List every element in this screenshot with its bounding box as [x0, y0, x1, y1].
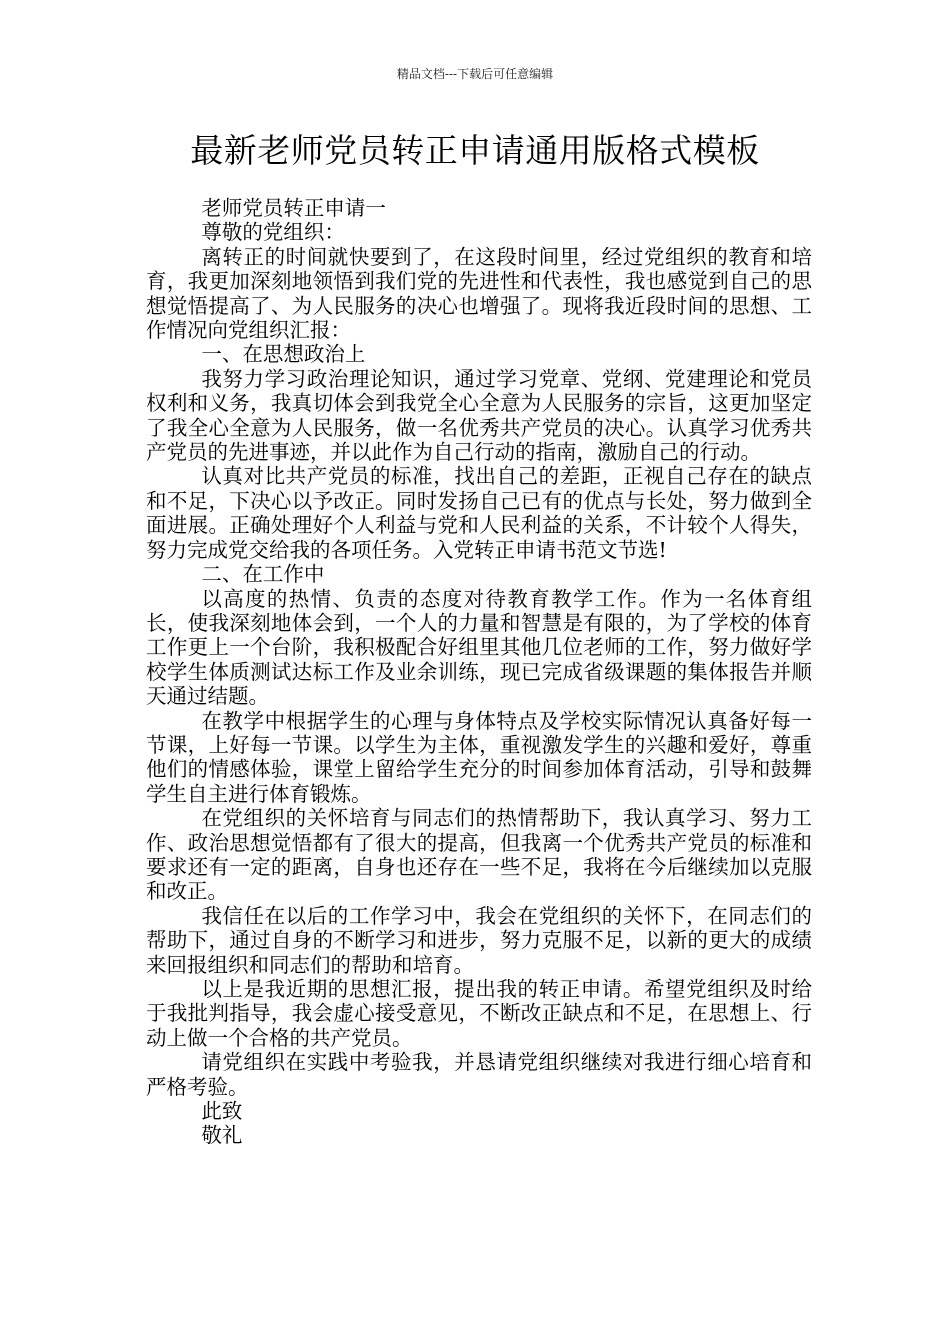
section-heading: 一、在思想政治上: [201, 342, 366, 367]
body-paragraph: 我努力学习政治理论知识，通过学习党章、党纲、党建理论和党员权利和义务，我真切体会到我党全心全意为人民服务的宗旨，这更加坚定了我全心全意为人民服务，做一名优秀共产党员的决心。认真学习优秀共产党员的先进事迹，并以此作为自己行动的指南，激励自己的行动。: [146, 366, 812, 465]
body-paragraph: 我信任在以后的工作学习中，我会在党组织的关怀下，在同志们的帮助下，通过自身的不断学习和进步，努力克服不足，以新的更大的成绩来回报组织和同志们的帮助和培育。: [146, 903, 812, 977]
page-header-note: 精品文档---下载后可任意编辑: [396, 67, 554, 81]
section-heading: 老师党员转正申请一: [201, 196, 386, 220]
body-paragraph: 离转正的时间就快要到了，在这段时间里，经过党组织的教育和培育，我更加深刻地领悟到我们党的先进性和代表性，我也感觉到自己的思想觉悟提高了、为人民服务的决心也增强了。现将我近段时间的思想、工作情况向党组织汇报：: [146, 244, 812, 343]
document-title: 最新老师党员转正申请通用版格式模板: [190, 131, 760, 170]
body-paragraph: 在党组织的关怀培育与同志们的热情帮助下，我认真学习、努力工作、政治思想觉悟都有了很大的提高，但我离一个优秀共产党员的标准和要求还有一定的距离，自身也还存在一些不足，我将在今后继续加以克服和改正。: [146, 806, 812, 904]
section-heading: 二、在工作中: [201, 562, 325, 587]
document-body: [146, 196, 812, 1148]
body-paragraph: 在教学中根据学生的心理与身体特点及学校实际情况认真备好每一节课，上好每一节课。以学生为主体，重视激发学生的兴趣和爱好，尊重他们的情感体验，课堂上留给学生充分的时间参加体育活动，引导和鼓舞学生自主进行体育锻炼。: [146, 708, 812, 806]
body-paragraph: 认真对比共产党员的标准，找出自己的差距，正视自己存在的缺点和不足，下决心以予改正。同时发扬自己已有的优点与长处，努力做到全面进展。正确处理好个人利益与党和人民利益的关系，不计较个人得失，努力完成党交给我的各项任务。入党转正申请书范文节选!: [146, 464, 812, 562]
closing-line: 敬礼: [201, 1123, 243, 1148]
closing-line: 此致: [201, 1099, 243, 1124]
body-paragraph: 以高度的热情、负责的态度对待教育教学工作。作为一名体育组长，使我深刻地体会到，一个人的力量和智慧是有限的，为了学校的体育工作更上一个台阶，我积极配合好组里其他几位老师的工作，努力做好学校学生体质测试达标工作及业余训练，现已完成省级课题的集体报告并顺天通过结题。: [146, 586, 812, 709]
salutation: 尊敬的党组织：: [201, 220, 345, 245]
body-paragraph: 请党组织在实践中考验我，并恳请党组织继续对我进行细心培育和严格考验。: [146, 1050, 812, 1099]
body-paragraph: 以上是我近期的思想汇报，提出我的转正申请。希望党组织及时给于我批判指导，我会虚心接受意见，不断改正缺点和不足，在思想上、行动上做一个合格的共产党员。: [146, 977, 812, 1050]
